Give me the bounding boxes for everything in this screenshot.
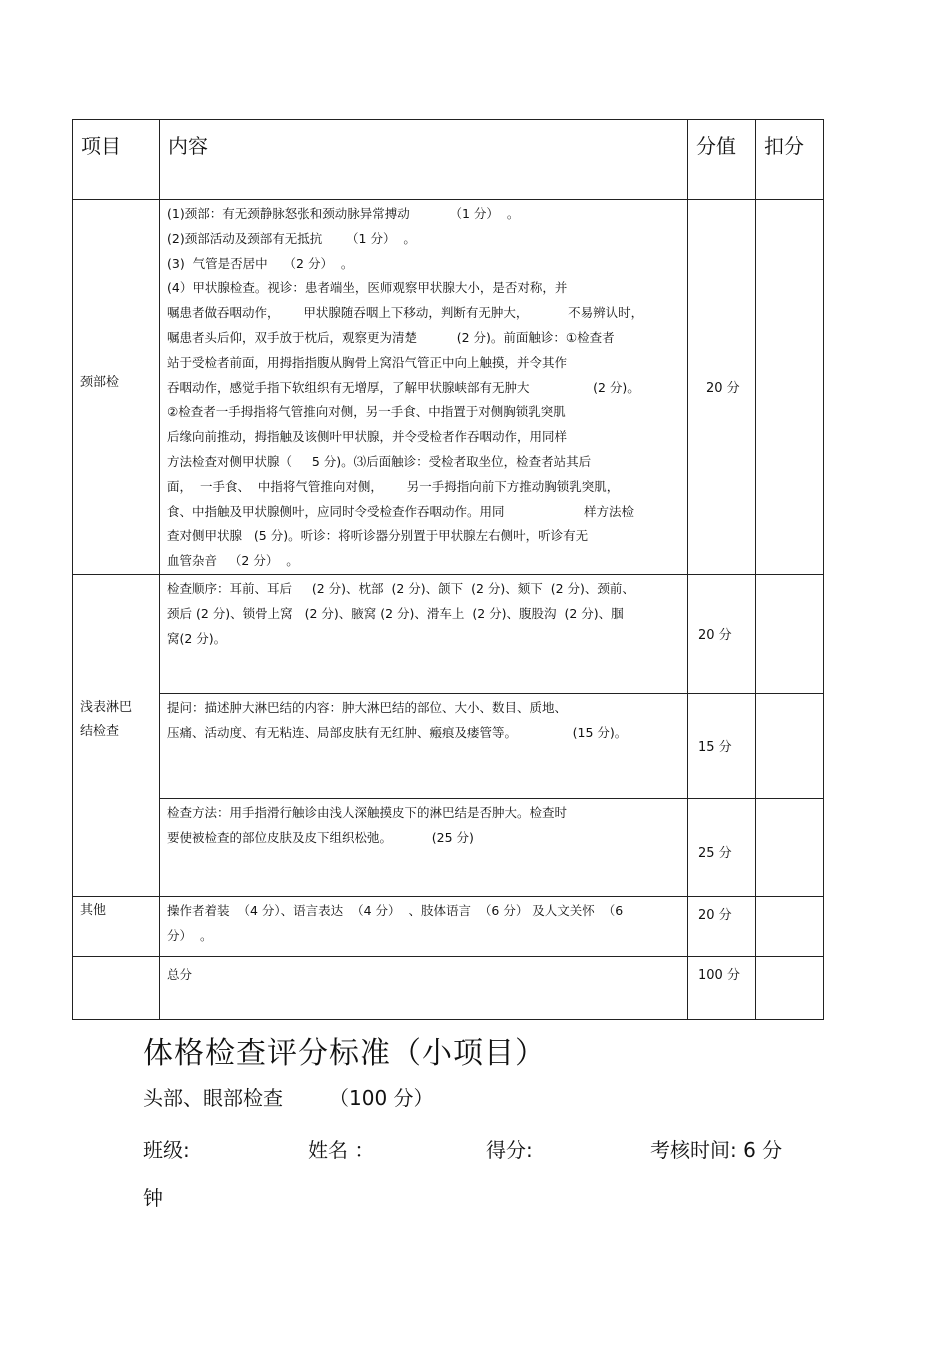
value-lymph-1: 20 分 [688,574,756,693]
content-total: 总分 [160,956,688,1019]
content-line: 后缘向前推动，拇指触及该侧叶甲状腺，并令受检者作吞咽动作，用同样 [167,429,568,445]
deduct-lymph-2[interactable] [756,693,824,798]
time-label-wrap: 钟 [143,1186,163,1210]
content-line: 面， 一手食、 中指将气管推向对侧， 另一手拇指向前下方推动胸锁乳突肌， [167,478,620,494]
content-line: 血管杂音 （2 分） 。 [167,553,299,569]
table-row-lymph-3 [73,798,824,896]
content-line: (2)颈部活动及颈部有无抵抗 （1 分） 。 [167,230,416,246]
content-line: 窝(2 分)。 [167,630,227,646]
content-line: (1)颈部：有无颈静脉怒张和颈动脉异常搏动 （1 分） 。 [167,206,520,221]
content-line: ②检查者一手拇指将气管推向对侧，另一手食、中指置于对侧胸锁乳突肌 [167,404,566,420]
content-line: 提问：描述肿大淋巴结的内容：肿大淋巴结的部位、大小、数目、质地、 [167,699,568,715]
header-deduct: 扣分 [756,120,824,200]
content-line: 嘱患者做吞咽动作， 甲状腺随吞咽上下移动，判断有无肿大， 不易辨认时， [167,305,644,321]
other-lines [160,897,687,949]
page-title: 体格检查评分标准（小项目） [143,1036,546,1071]
content-neck [160,200,688,575]
lymph-row2-lines [160,694,687,746]
lymph-row1-lines [160,575,687,651]
content-line: 颈后 (2 分)、锁骨上窝 (2 分)、腋窝 (2 分)、滑车上 (2 分)、腹股沟 (2 分)、腘 [167,605,624,621]
content-line: 压痛、活动度、有无粘连、局部皮肤有无红肿、瘢痕及瘘管等。 (15 分)。 [167,724,628,740]
header-item: 项目 [73,120,160,200]
table-row-total [73,956,824,1019]
item-other: 其他 [73,896,160,956]
content-line: (4）甲状腺检查。视诊：患者端坐，医师观察甲状腺大小，是否对称，并 [167,280,568,296]
scoring-table [72,119,824,1020]
content-line: 食、中指触及甲状腺侧叶，应同时令受检查作吞咽动作。用同 样方法检 [167,503,634,519]
content-line: 检查方法：用手指滑行触诊由浅人深触摸皮下的淋巴结是否肿大。检查时 [167,804,568,820]
name-label: 姓名 ： [308,1138,375,1162]
class-label: 班级: [143,1138,190,1162]
content-other [160,896,688,956]
content-line: 查对侧甲状腺 (5 分)。听诊：将听诊器分别置于甲状腺左右侧叶，听诊有无 [167,528,589,544]
content-line: 操作者着装 （4 分）、语言表达 （4 分） 、肢体语言 （6 分） 及人文关怀 （6 [167,902,624,918]
content-lymph-3 [160,798,688,896]
deduct-lymph-1[interactable] [756,574,824,693]
content-lymph-1 [160,574,688,693]
content-line: 方法检查对侧甲状腺（ 5 分)。⑶后面触诊：受检者取坐位，检查者站其后 [167,453,592,469]
deduct-other[interactable] [756,896,824,956]
content-line: 检查顺序：耳前、耳后 (2 分)、枕部 (2 分)、颌下 (2 分)、颏下 (2 分)、颈前、 [167,580,635,596]
content-line: 要使被检查的部位皮肤及皮下组织松弛。 (25 分) [167,829,474,845]
table-row-lymph-2 [73,693,824,798]
header-row [73,120,824,200]
score-label: 得分: [486,1138,533,1162]
content-line: 站于受检者前面，用拇指指腹从胸骨上窝沿气管正中向上触摸，并令其作 [167,354,568,370]
header-content: 内容 [160,120,688,200]
table-row-neck [73,200,824,575]
deduct-lymph-3[interactable] [756,798,824,896]
neck-lines [160,200,687,574]
deduct-neck[interactable] [756,200,824,575]
content-line: (3) 气管是否居中 （2 分） 。 [167,255,354,271]
content-line: 分） 。 [167,927,213,943]
item-neck: 颈部检 [73,200,160,575]
item-total [73,956,160,1019]
value-lymph-3: 25 分 [688,798,756,896]
content-lymph-2 [160,693,688,798]
subtitle-points: （100 分） [329,1086,434,1110]
subtitle [143,1082,434,1111]
time-label: 考核时间: 6 分 [650,1138,783,1162]
table-row-lymph-1 [73,574,824,693]
value-neck: 20 分 [688,200,756,575]
content-line: 嘱患者头后仰，双手放于枕后，观察更为清楚 (2 分)。前面触诊：①检查者 [167,329,615,345]
content-line: 吞咽动作，感觉手指下软组织有无增厚，了解甲状腺峡部有无肿大 (2 分)。 [167,379,640,395]
deduct-total[interactable] [756,956,824,1019]
subtitle-name: 头部、眼部检查 [143,1086,283,1110]
lymph-row3-lines [160,799,687,851]
value-lymph-2: 15 分 [688,693,756,798]
value-total: 100 分 [688,956,756,1019]
table-row-other [73,896,824,956]
item-lymph: 浅表淋巴 结检查 [73,574,160,896]
header-value: 分值 [688,120,756,200]
value-other: 20 分 [688,896,756,956]
